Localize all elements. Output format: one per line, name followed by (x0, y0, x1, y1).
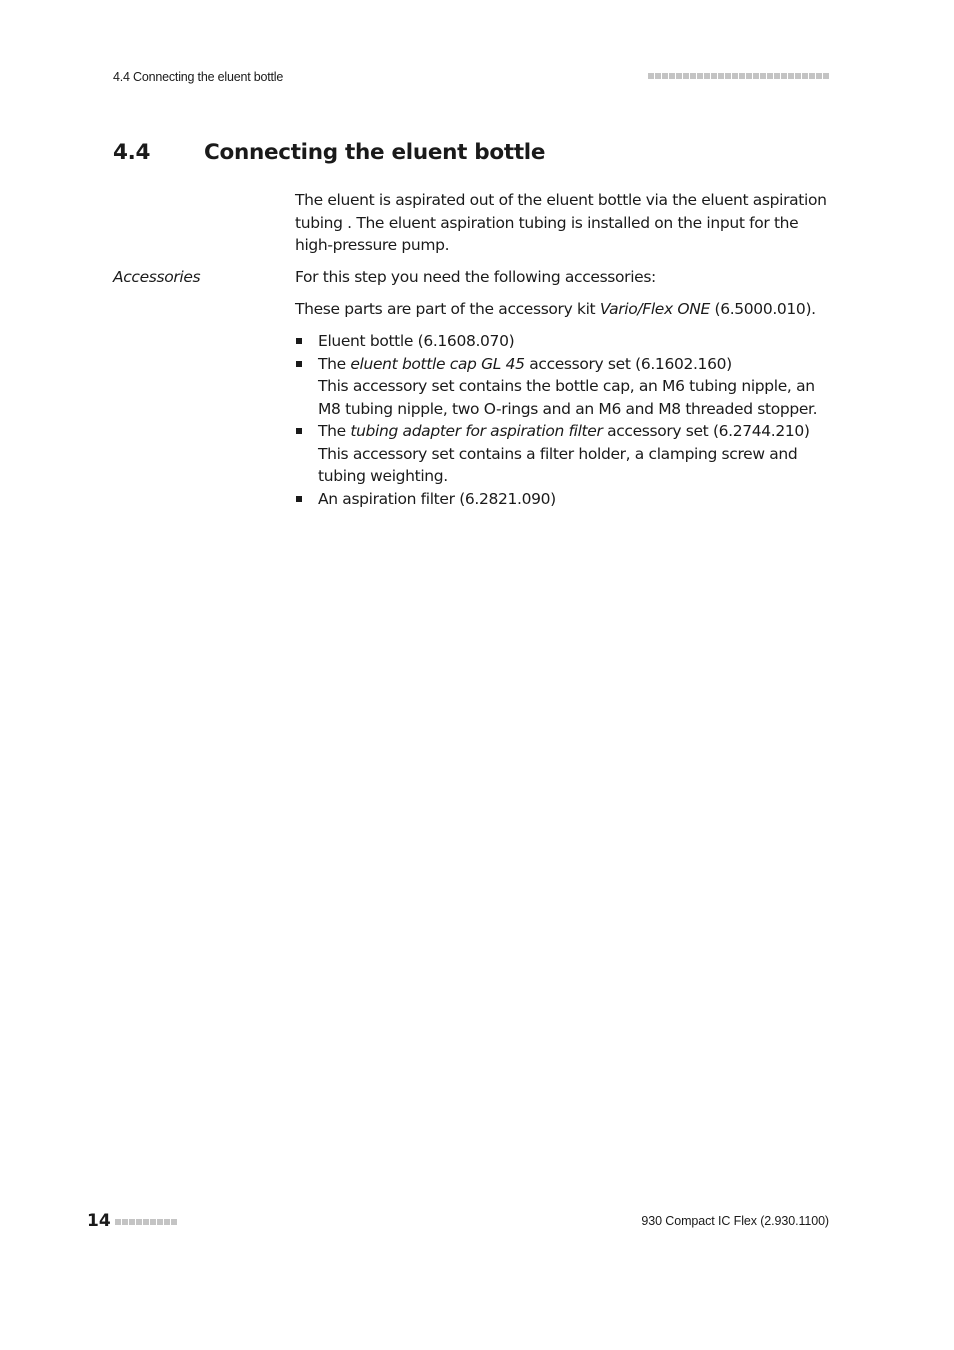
footer-dot-bar (115, 1219, 177, 1225)
kit-prefix: These parts are part of the accessory kit (295, 300, 600, 318)
page-number: 14 (87, 1211, 111, 1231)
list-item-suffix: accessory set (6.1602.160) (524, 354, 732, 373)
list-item-description: This accessory set contains the bottle cap, an M6 tubing nipple, an M8 tubing nipple, two O-rings and an M6 and M8 threaded stopper. (318, 377, 818, 418)
accessories-label: Accessories (113, 268, 201, 286)
document-title: 930 Compact IC Flex (2.930.1100) (641, 1214, 829, 1228)
list-item (295, 330, 835, 353)
list-item (295, 420, 835, 488)
bullet-icon (296, 338, 302, 344)
list-item-description: This accessory set contains a filter holder, a clamping screw and tubing weighting. (318, 444, 798, 485)
intro-paragraph: The eluent is aspirated out of the eluent bottle via the eluent aspiration tubing . The eluent aspiration tubing is installed on the input for the high-pressure pump. (295, 191, 827, 254)
bullet-icon (296, 496, 302, 502)
list-item-text: An aspiration filter (6.2821.090) (318, 489, 556, 508)
accessories-need-text: For this step you need the following accessories: (295, 268, 656, 286)
kit-name: Vario/Flex ONE (599, 300, 710, 318)
section-number: 4.4 (113, 140, 151, 165)
kit-suffix: (6.5000.010). (709, 300, 816, 318)
accessory-kit-text (295, 298, 835, 321)
bullet-icon (296, 361, 302, 367)
list-item-prefix: The (318, 422, 351, 440)
accessory-list (295, 330, 835, 510)
header-dot-bar (648, 73, 829, 79)
page-footer (87, 1212, 829, 1234)
list-item (295, 353, 835, 421)
running-header-section: 4.4 Connecting the eluent bottle (113, 70, 284, 84)
list-item (295, 488, 835, 511)
bullet-icon (296, 428, 302, 434)
list-item-prefix: The (318, 354, 351, 373)
list-item-italic: eluent bottle cap GL 45 (350, 354, 525, 373)
list-item-suffix: accessory set (6.2744.210) (602, 422, 810, 440)
section-title: Connecting the eluent bottle (204, 140, 546, 165)
list-item-text: Eluent bottle (6.1608.070) (318, 332, 515, 350)
running-header (113, 70, 829, 88)
list-item-italic: tubing adapter for aspiration filter (350, 422, 603, 440)
